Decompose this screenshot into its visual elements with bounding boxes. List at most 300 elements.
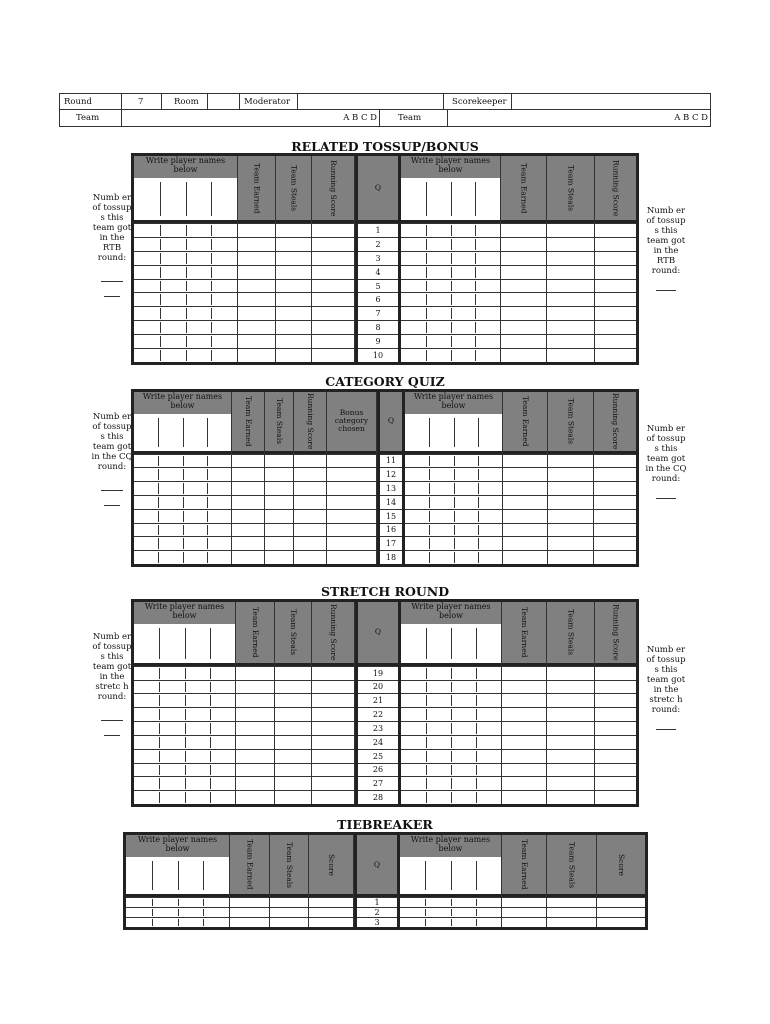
table-cell[interactable] [595,707,636,721]
table-row[interactable] [134,223,237,237]
table-row[interactable] [401,749,501,763]
cq-left-count-text: Numb er of tossup s this team got in the CQ round: [91,412,133,472]
table-cell[interactable] [276,306,311,320]
question-number: 23 [358,721,398,735]
table-row[interactable] [134,707,235,721]
table-cell[interactable] [597,907,645,917]
team-right-letters[interactable]: A B C D [674,113,708,123]
table-cell[interactable] [547,348,594,362]
table-cell[interactable] [594,467,636,481]
table-cell[interactable] [548,481,593,495]
table-cell[interactable] [312,721,354,735]
table-cell[interactable] [312,749,354,763]
table-cell[interactable] [238,223,275,237]
table-cell[interactable] [312,306,354,320]
table-cell[interactable] [547,680,594,694]
table-cell[interactable] [548,467,593,481]
rtb-left-names-box[interactable] [134,178,237,223]
table-cell[interactable] [276,279,311,293]
table-cell[interactable] [232,495,264,509]
table-cell[interactable] [547,251,594,265]
table-row[interactable] [134,292,237,306]
table-row[interactable] [405,536,502,550]
table-cell[interactable] [312,790,354,804]
table-row[interactable] [134,509,231,523]
table-cell[interactable] [547,735,594,749]
table-cell[interactable] [327,523,376,537]
rtb-right-names-box[interactable] [401,178,500,223]
table-cell[interactable] [238,265,275,279]
table-cell[interactable] [238,279,275,293]
table-cell[interactable] [547,693,594,707]
table-row[interactable] [134,749,235,763]
table-cell[interactable] [502,680,546,694]
table-cell[interactable] [501,320,546,334]
table-row[interactable] [405,550,502,564]
stretch-left-player-names[interactable] [134,602,236,804]
table-cell[interactable] [503,454,547,468]
table-cell[interactable] [294,467,326,481]
table-row[interactable] [401,348,500,362]
table-cell[interactable] [238,334,275,348]
table-cell[interactable] [502,749,546,763]
tie-left-team-earned-header [230,835,269,897]
table-cell[interactable] [230,907,269,917]
table-cell[interactable] [503,495,547,509]
tie-right-player-names[interactable] [400,835,502,927]
table-cell[interactable] [275,776,311,790]
table-cell[interactable] [594,536,636,550]
room-label: Room [162,94,208,109]
table-cell[interactable] [595,749,636,763]
table-cell[interactable] [547,707,594,721]
table-cell[interactable] [547,279,594,293]
table-cell[interactable] [501,265,546,279]
table-cell[interactable] [312,251,354,265]
table-cell[interactable] [547,306,594,320]
table-row[interactable] [401,237,500,251]
table-cell[interactable] [503,481,547,495]
table-cell[interactable] [275,721,311,735]
table-row[interactable] [405,454,502,468]
table-cell[interactable] [502,763,546,777]
table-cell[interactable] [309,917,353,927]
table-cell[interactable] [265,495,293,509]
table-row[interactable] [134,320,237,334]
table-row[interactable] [134,265,237,279]
rtb-left-blank-2[interactable] [104,296,120,297]
table-cell[interactable] [547,223,594,237]
table-cell[interactable] [294,495,326,509]
table-cell[interactable] [502,790,546,804]
table-cell[interactable] [294,509,326,523]
table-cell[interactable] [275,666,311,680]
table-cell[interactable] [547,265,594,279]
table-row[interactable] [134,523,231,537]
table-cell[interactable] [312,279,354,293]
table-cell[interactable] [265,536,293,550]
table-cell[interactable] [501,251,546,265]
table-row[interactable] [134,680,235,694]
tie-right-running-score-header-text: Score [617,853,626,876]
table-cell[interactable] [594,481,636,495]
table-cell[interactable] [270,907,308,917]
table-cell[interactable] [595,680,636,694]
table-cell[interactable] [275,763,311,777]
table-cell[interactable] [595,790,636,804]
table-cell[interactable] [501,223,546,237]
table-row[interactable] [401,707,501,721]
table-cell[interactable] [275,735,311,749]
table-cell[interactable] [294,481,326,495]
table-cell[interactable] [236,763,274,777]
rtb-left-team-steals-header [276,156,311,223]
table-cell[interactable] [276,251,311,265]
table-cell[interactable] [501,348,546,362]
table-cell[interactable] [502,917,546,927]
table-cell[interactable] [502,693,546,707]
table-cell[interactable] [595,320,636,334]
table-cell[interactable] [275,749,311,763]
tie-left-names-header: Write player names below [126,835,229,857]
table-cell[interactable] [547,917,596,927]
rtb-right-names-header: Write player names below [401,156,500,178]
table-row[interactable] [400,907,501,917]
table-row[interactable] [400,897,501,907]
table-row[interactable] [134,763,235,777]
table-cell[interactable] [547,907,596,917]
table-cell[interactable] [265,454,293,468]
cq-left-blank-2[interactable] [104,505,120,506]
table-row[interactable] [134,279,237,293]
table-cell[interactable] [547,666,594,680]
table-cell[interactable] [312,763,354,777]
table-cell[interactable] [595,721,636,735]
table-row[interactable] [134,693,235,707]
table-cell[interactable] [275,680,311,694]
table-cell[interactable] [547,320,594,334]
rtb-left-team-earned-header [238,156,275,223]
table-cell[interactable] [275,790,311,804]
table-cell[interactable] [238,348,275,362]
tie-right-names-header: Write player names below [400,835,501,857]
table-cell[interactable] [294,550,326,564]
table-row[interactable] [405,523,502,537]
table-row[interactable] [401,735,501,749]
table-cell[interactable] [594,523,636,537]
table-cell[interactable] [595,735,636,749]
table-cell[interactable] [312,680,354,694]
rtb-left-player-names[interactable] [134,156,238,362]
rtb-right-blank[interactable] [656,290,676,291]
table-cell[interactable] [275,693,311,707]
table-cell[interactable] [275,707,311,721]
table-cell[interactable] [327,467,376,481]
table-row[interactable] [134,481,231,495]
cq-right-names-box[interactable] [405,414,502,454]
table-row[interactable] [401,763,501,777]
table-cell[interactable] [595,265,636,279]
table-cell[interactable] [503,550,547,564]
cq-left-player-names[interactable] [134,392,232,564]
table-cell[interactable] [265,481,293,495]
table-row[interactable] [126,907,229,917]
table-cell[interactable] [547,749,594,763]
table-cell[interactable] [594,454,636,468]
table-cell[interactable] [595,251,636,265]
table-row[interactable] [401,223,500,237]
stretch-right-player-names[interactable] [401,602,502,804]
table-cell[interactable] [294,454,326,468]
stretch-right-count-text: Numb er of tossup s this team got in the stretc h round: [646,645,686,715]
tie-left-names-box[interactable] [126,857,229,898]
table-cell[interactable] [238,292,275,306]
table-cell[interactable] [236,721,274,735]
table-cell[interactable] [547,334,594,348]
table-cell[interactable] [312,223,354,237]
table-cell[interactable] [312,693,354,707]
tie-right-names-box[interactable] [400,857,501,898]
table-cell[interactable] [595,223,636,237]
table-cell[interactable] [276,320,311,334]
table-cell[interactable] [502,907,546,917]
table-cell[interactable] [232,550,264,564]
table-cell[interactable] [595,776,636,790]
table-cell[interactable] [548,550,593,564]
table-cell[interactable] [547,763,594,777]
table-cell[interactable] [312,320,354,334]
table-row[interactable] [134,790,235,804]
table-cell[interactable] [595,237,636,251]
table-cell[interactable] [276,348,311,362]
table-cell[interactable] [312,292,354,306]
table-cell[interactable] [312,237,354,251]
table-cell[interactable] [594,495,636,509]
table-cell[interactable] [502,666,546,680]
table-cell[interactable] [232,454,264,468]
table-row[interactable] [134,550,231,564]
table-cell[interactable] [548,495,593,509]
table-cell[interactable] [236,680,274,694]
table-cell[interactable] [501,237,546,251]
cq-left-names-box[interactable] [134,414,231,454]
team-left-letters[interactable]: A B C D [122,110,380,126]
rtb-right-player-names[interactable] [401,156,501,362]
table-cell[interactable] [327,536,376,550]
table-cell[interactable] [595,348,636,362]
table-cell[interactable] [265,509,293,523]
table-row[interactable] [401,320,500,334]
table-row[interactable] [405,495,502,509]
table-cell[interactable] [294,523,326,537]
table-cell[interactable] [265,467,293,481]
table-row[interactable] [134,454,231,468]
table-cell[interactable] [236,749,274,763]
table-cell[interactable] [595,306,636,320]
table-cell[interactable] [502,776,546,790]
table-row[interactable] [405,481,502,495]
table-cell[interactable] [238,306,275,320]
table-cell[interactable] [327,509,376,523]
table-cell[interactable] [503,509,547,523]
table-cell[interactable] [312,348,354,362]
table-row[interactable] [405,467,502,481]
table-row[interactable] [134,467,231,481]
table-row[interactable] [134,495,231,509]
table-row[interactable] [401,680,501,694]
table-cell[interactable] [594,509,636,523]
table-cell[interactable] [230,917,269,927]
table-cell[interactable] [276,223,311,237]
table-row[interactable] [401,790,501,804]
table-cell[interactable] [595,279,636,293]
rtb-right-team-steals-header [547,156,594,223]
table-cell[interactable] [265,550,293,564]
table-cell[interactable] [236,666,274,680]
table-cell[interactable] [548,523,593,537]
table-cell[interactable] [503,467,547,481]
table-cell[interactable] [270,917,308,927]
table-row[interactable] [401,666,501,680]
table-row[interactable] [134,536,231,550]
table-cell[interactable] [230,897,269,907]
table-row[interactable] [134,306,237,320]
table-cell[interactable] [501,279,546,293]
table-cell[interactable] [327,454,376,468]
table-cell[interactable] [270,897,308,907]
table-cell[interactable] [501,292,546,306]
table-row[interactable] [401,693,501,707]
table-cell[interactable] [309,907,353,917]
table-cell[interactable] [595,334,636,348]
table-cell[interactable] [548,509,593,523]
table-row[interactable] [400,917,501,927]
table-cell[interactable] [547,790,594,804]
table-cell[interactable] [309,897,353,907]
stretch-right-names-box[interactable] [401,624,501,666]
table-cell[interactable] [238,237,275,251]
table-cell[interactable] [501,306,546,320]
table-cell[interactable] [548,454,593,468]
tie-left-player-names[interactable] [126,835,230,927]
table-cell[interactable] [502,707,546,721]
stretch-left-blank-2[interactable] [104,735,120,736]
stretch-left-names-box[interactable] [134,624,235,666]
table-cell[interactable] [594,550,636,564]
table-cell[interactable] [312,334,354,348]
question-number: 17 [380,536,402,550]
table-cell[interactable] [294,536,326,550]
table-row[interactable] [134,776,235,790]
table-row[interactable] [405,509,502,523]
table-cell[interactable] [327,481,376,495]
cq-right-blank[interactable] [656,498,676,499]
table-row[interactable] [134,666,235,680]
table-row[interactable] [401,334,500,348]
cq-left-blank-1[interactable] [101,490,123,491]
table-cell[interactable] [312,265,354,279]
table-cell[interactable] [595,666,636,680]
table-cell[interactable] [236,735,274,749]
room-field[interactable] [208,94,240,109]
table-cell[interactable] [547,237,594,251]
table-cell[interactable] [547,721,594,735]
table-cell[interactable] [276,292,311,306]
table-cell[interactable] [547,897,596,907]
table-row[interactable] [134,251,237,265]
moderator-field[interactable] [298,94,444,109]
table-row[interactable] [126,897,229,907]
table-row[interactable] [134,735,235,749]
table-cell[interactable] [595,763,636,777]
table-cell[interactable] [236,707,274,721]
table-cell[interactable] [232,523,264,537]
table-row[interactable] [401,292,500,306]
table-cell[interactable] [236,776,274,790]
table-row[interactable] [401,306,500,320]
table-cell[interactable] [238,251,275,265]
table-cell[interactable] [312,666,354,680]
table-cell[interactable] [238,320,275,334]
table-cell[interactable] [597,917,645,927]
table-row[interactable] [401,265,500,279]
table-cell[interactable] [548,536,593,550]
table-cell[interactable] [503,536,547,550]
table-cell[interactable] [597,897,645,907]
table-cell[interactable] [232,509,264,523]
table-cell[interactable] [503,523,547,537]
table-cell[interactable] [312,735,354,749]
table-cell[interactable] [232,536,264,550]
table-cell[interactable] [276,334,311,348]
rtb-left-blank-1[interactable] [101,281,123,282]
table-cell[interactable] [236,790,274,804]
table-cell[interactable] [595,693,636,707]
table-cell[interactable] [501,334,546,348]
scorekeeper-field[interactable] [512,94,710,109]
table-cell[interactable] [232,467,264,481]
table-row[interactable] [134,237,237,251]
table-cell[interactable] [502,721,546,735]
table-row[interactable] [401,721,501,735]
table-row[interactable] [401,776,501,790]
table-row[interactable] [126,917,229,927]
table-cell[interactable] [327,550,376,564]
stretch-right-team-earned-header-text: Team Earned [520,607,529,658]
table-row[interactable] [134,348,237,362]
table-cell[interactable] [276,265,311,279]
table-cell[interactable] [327,495,376,509]
table-cell[interactable] [547,292,594,306]
table-row[interactable] [401,251,500,265]
table-row[interactable] [134,721,235,735]
table-cell[interactable] [265,523,293,537]
cq-right-player-names[interactable] [405,392,503,564]
table-cell[interactable] [502,735,546,749]
table-cell[interactable] [276,237,311,251]
table-cell[interactable] [232,481,264,495]
stretch-right-blank[interactable] [656,729,676,730]
table-cell[interactable] [236,693,274,707]
table-cell[interactable] [312,707,354,721]
stretch-left-blank-1[interactable] [101,720,123,721]
table-row[interactable] [134,334,237,348]
table-cell[interactable] [547,776,594,790]
table-row[interactable] [401,279,500,293]
table-cell[interactable] [502,897,546,907]
table-cell[interactable] [312,776,354,790]
table-cell[interactable] [595,292,636,306]
